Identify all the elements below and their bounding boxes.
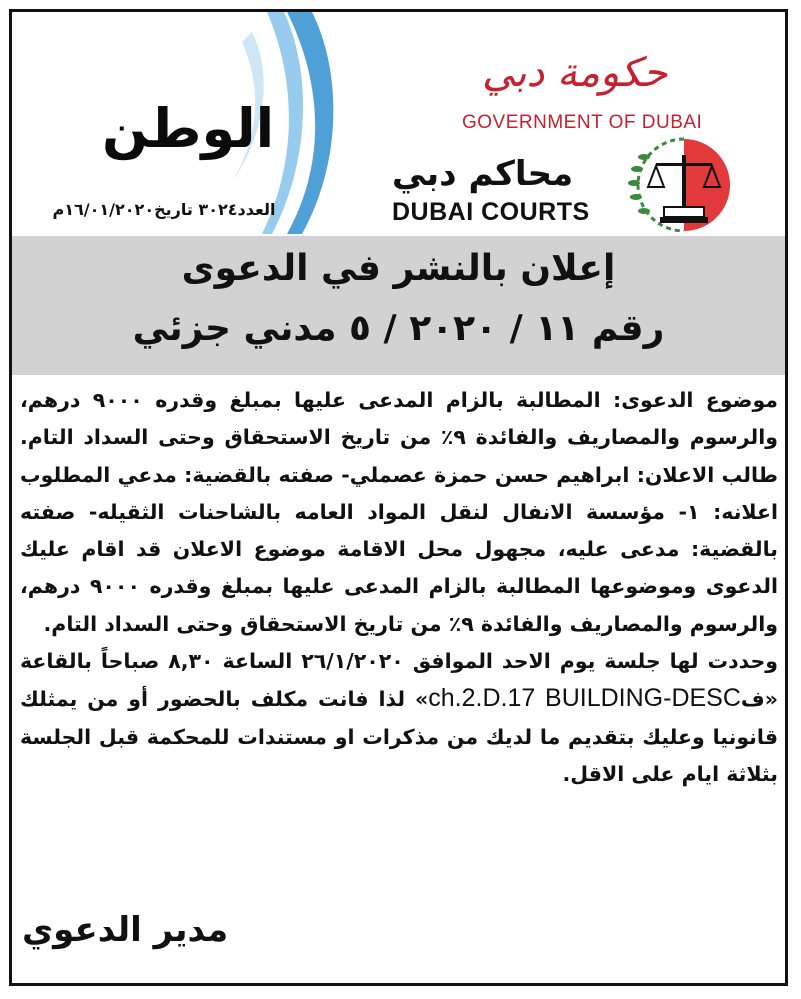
- courts-name-en: DUBAI COURTS: [392, 198, 590, 226]
- courts-name-ar: محاكم دبي: [392, 154, 574, 194]
- announcement-title: إعلان بالنشر في الدعوى: [181, 248, 616, 289]
- scales-of-justice-icon: [604, 137, 754, 232]
- session-text-end: » لذا فانت مكلف بالحضور أو من يمثلك قانونيا وعليك بتقديم ما لديك من مذكرات او مستندات للمحكمة قبل الجلسة بثلاثة ايام على الاقل.: [20, 687, 778, 786]
- body-paragraph: موضوع الدعوى: المطالبة بالزام المدعى عليها بمبلغ وقدره ٩٠٠٠ درهم، والرسوم والمصاريف والفائدة ٩٪ من تاريخ الاستحقاق وحتى السداد التام. طالب الاعلان: ابراهيم حسن حمزة عصملي- صفته بالقضية: مدعي المطلوب اعلانه: ١- مؤسسة الانفال لنقل المواد العامه بالشاحنات الثقيله- صفته بالقضية: مدعى عليه، مجهول محل الاقامة موضوع الاعلان قد اقام عليك الدعوى وموضوعها المطالبة بالزام المدعى عليها بمبلغ وقدره ٩٠٠٠ درهم، والرسوم والمصاريف والفائدة ٩٪ من تاريخ الاستحقاق وحتى السداد التام.: [20, 388, 779, 636]
- body-paragraph-session: [20, 643, 778, 793]
- government-name-ar: حكومة دبي: [482, 50, 668, 96]
- government-name-en: GOVERNMENT OF DUBAI: [462, 112, 703, 133]
- signature: مدير الدعوي: [22, 910, 229, 950]
- title-band: [12, 236, 785, 375]
- newspaper-name: الوطن: [102, 97, 275, 160]
- issue-line: العدد٣٠٢٤ تاريخ١٦/٠١/٢٠٢٠م: [52, 200, 276, 219]
- hall-code: ch.2.D.17 BUILDING-DESC: [428, 684, 741, 713]
- announcement-body: [20, 382, 778, 793]
- header: [12, 12, 785, 234]
- case-number: رقم ١١ / ٢٠٢٠ / ٥ مدني جزئي: [132, 308, 665, 349]
- session-text-start: وحددت لها جلسة يوم الاحد الموافق ٢٦/١/٢٠٢٠ الساعة ٨,٣٠ صباحاً بالقاعة «ف: [20, 649, 779, 712]
